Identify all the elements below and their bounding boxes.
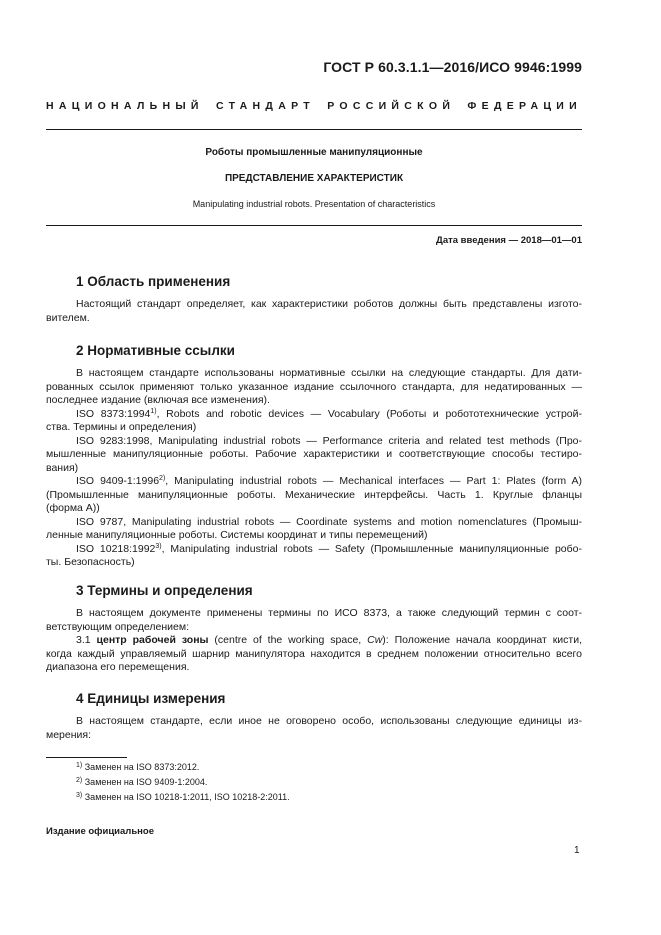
footnote-mark: 1) — [76, 762, 83, 769]
ref-text: , Robots and robotic devices — Vocabulary (Роботы и робототехнические устрой- — [156, 407, 582, 420]
footnote-3 — [76, 792, 290, 802]
text-line: рованных ссылок применяют только указанное издание ссылочного стандарта, для недатированных — — [46, 380, 582, 393]
introduction-date: Дата введения — 2018—01—01 — [436, 235, 582, 246]
reference-iso-9409 — [46, 475, 582, 489]
reference-iso-9283: ISO 9283:1998, Manipulating industrial robots — Performance criteria and related test methods (Про- — [76, 434, 582, 447]
standard-designation: ГОСТ Р 60.3.1.1—2016/ИСО 9946:1999 — [323, 59, 582, 75]
term-text: ): Положение начала координат кисти, — [382, 634, 583, 646]
section-4-body — [46, 715, 582, 742]
section-2-heading: 2 Нормативные ссылки — [76, 343, 235, 358]
text-line: вания) — [46, 461, 79, 474]
section-2-body — [46, 367, 582, 570]
official-edition-label: Издание официальное — [46, 826, 154, 837]
footnote-2 — [76, 777, 207, 787]
footnote-rule — [46, 757, 127, 758]
section-1-body — [46, 298, 582, 325]
section-3-body — [46, 607, 582, 675]
reference-iso-9787: ISO 9787, Manipulating industrial robots — Coordinate systems and motion nomenclatures (Промыш- — [76, 515, 582, 528]
footnote-1 — [76, 762, 199, 772]
footnote-mark: 2) — [76, 777, 83, 784]
section-3-heading: 3 Термины и определения — [76, 583, 253, 598]
ref-text: , Manipulating industrial robots — Safety (Промышленные манипуляционные робо- — [161, 542, 582, 555]
text-line: (форма А)) — [46, 502, 100, 514]
text-line: мерения: — [46, 728, 92, 741]
ref-code: ISO 9409-1:1996 — [76, 475, 160, 487]
term-english: (centre of the working space, — [214, 634, 362, 646]
text-line: В настоящем документе применены термины по ИСО 8373, а также следующий термин с соот- — [76, 607, 582, 619]
text-line: последнее издание (включая все изменения). — [46, 394, 270, 406]
page-number: 1 — [574, 845, 580, 856]
term-number: 3.1 — [76, 634, 91, 646]
text-line: ства. Термины и определения) — [46, 421, 197, 433]
ref-text: , Manipulating industrial robots — Mechanical interfaces — Part 1: Plates (form A) — [165, 475, 582, 487]
text-line: когда каждый управляемый шарнир манипулятора находится в среднем положении относительно всего — [46, 647, 582, 660]
header-rule — [46, 129, 582, 130]
term-name: центр рабочей зоны — [96, 634, 209, 646]
text-line: Настоящий стандарт определяет, как характеристики роботов должны быть представлены изгото- — [76, 298, 582, 310]
footnote-text: Заменен на ISO 10218-1:2011, ISO 10218-2:2011. — [84, 792, 290, 802]
text-line: диапазона его перемещения. — [46, 661, 190, 673]
title-russian: Роботы промышленные манипуляционные — [205, 147, 423, 158]
title-subtitle: ПРЕДСТАВЛЕНИЕ ХАРАКТЕРИСТИК — [224, 173, 404, 184]
title-english: Manipulating industrial robots. Presentation of characteristics — [192, 199, 436, 209]
term-symbol: Cw — [367, 634, 383, 646]
text-line: ленные манипуляционные роботы. Системы координат и типы перемещений) — [46, 529, 428, 541]
footnote-mark: 3) — [76, 792, 83, 799]
text-line: (Промышленные манипуляционные роботы. Механические интерфейсы. Часть 1. Круглые фланцы — [46, 488, 582, 501]
section-1-heading: 1 Область применения — [76, 274, 231, 289]
ref-code: ISO 10218:1992 — [76, 542, 156, 555]
reference-iso-10218 — [46, 543, 582, 557]
footnote-mark: 2) — [159, 475, 166, 482]
section-4-heading: 4 Единицы измерения — [76, 691, 226, 706]
text-line: В настоящем стандарте, если иное не оговорено особо, использованы следующие единицы из- — [76, 715, 582, 727]
text-line: мышленные манипуляционные роботы. Рабочие характеристики и соответствующие способы тестиро- — [46, 448, 582, 460]
national-standard-banner: НАЦИОНАЛЬНЫЙ СТАНДАРТ РОССИЙСКОЙ ФЕДЕРАЦИИ — [46, 100, 582, 112]
footnote-mark: 3) — [155, 542, 162, 550]
footnote-text: Заменен на ISO 9409-1:2004. — [84, 777, 208, 787]
reference-iso-8373 — [46, 408, 582, 422]
text-line: вителем. — [46, 311, 90, 324]
title-rule — [46, 225, 582, 226]
ref-code: ISO 8373:1994 — [76, 407, 151, 420]
footnote-mark: 1) — [150, 407, 157, 415]
text-line: В настоящем стандарте использованы нормативные ссылки на следующие стандарты. Для дати- — [76, 367, 582, 379]
text-line: ветствующим определением: — [46, 620, 190, 633]
text-line: ты. Безопасность) — [46, 556, 135, 568]
footnote-text: Заменен на ISO 8373:2012. — [84, 762, 200, 772]
term-definition — [46, 634, 582, 648]
